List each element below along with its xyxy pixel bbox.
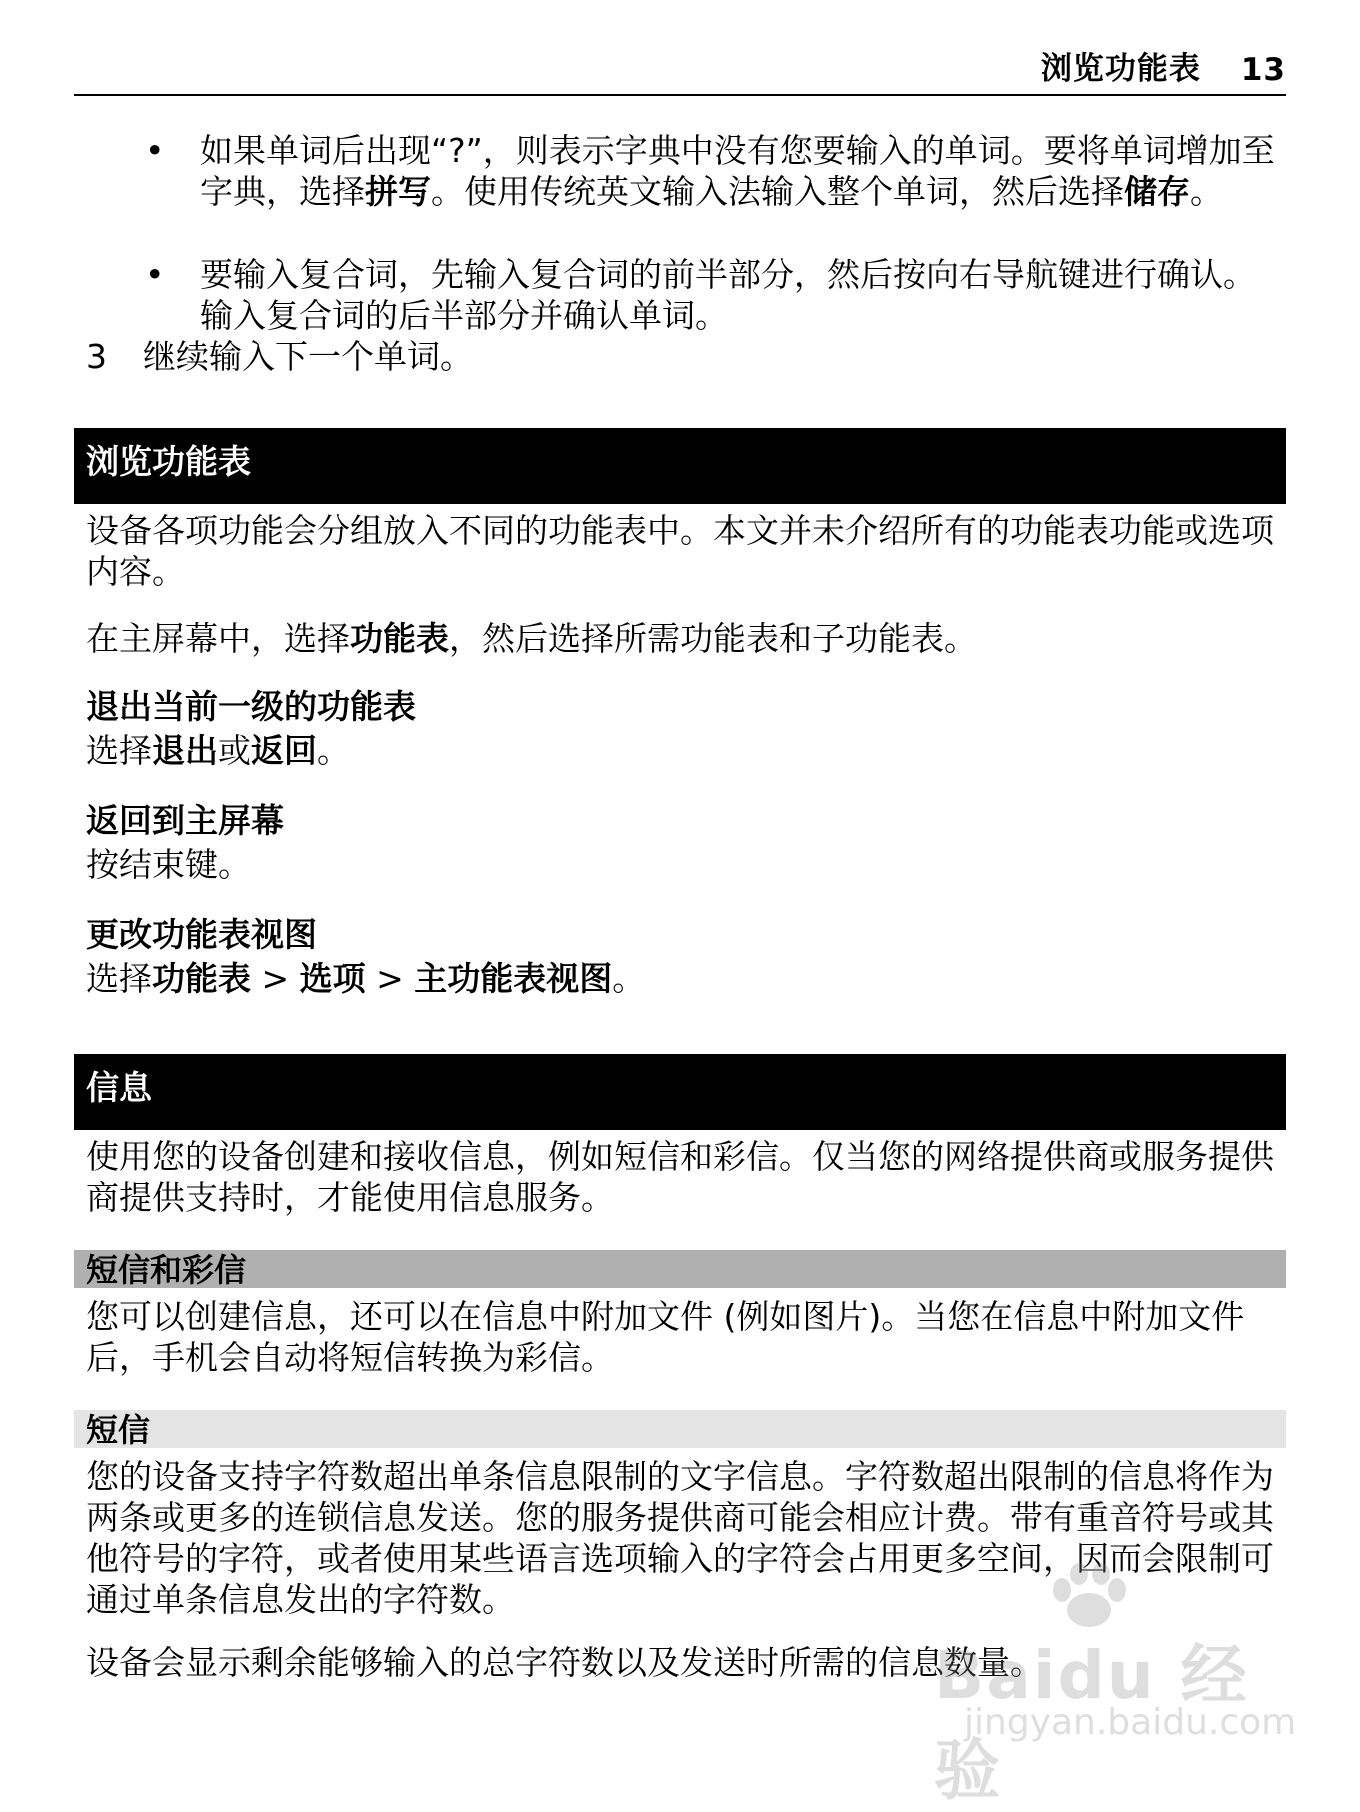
subheading-view: 更改功能表视图 [86, 915, 317, 954]
ui-term: 储存 [1124, 172, 1190, 211]
section-title: 浏览功能表 [86, 442, 251, 481]
subsection-heading-sms: 短信 [74, 1410, 1286, 1448]
ui-term: 选项 [299, 959, 366, 998]
watermark-brand: Baidu 经验 [934, 1637, 1249, 1809]
messages-intro: 使用您的设备创建和接收信息，例如短信和彩信。仅当您的网络提供商或服务提供商提供支持时，才能使用信息服务。 [86, 1137, 1274, 1217]
view-instruction [86, 958, 1286, 999]
text-run: 选择 [86, 731, 152, 770]
ui-term: 主功能表视图 [414, 959, 613, 998]
sms-text: 您的设备支持字符数超出单条信息限制的文字信息。字符数超出限制的信息将作为两条或更多的连锁信息发送。您的服务提供商可能会相应计费。带有重音符号或其他符号的字符，或者使用某些语言选项输入的字符会占用更多空间，因而会限制可通过单条信息发出的字符数。 [86, 1457, 1274, 1619]
text-run: 。 [317, 731, 350, 770]
ui-term: 功能表 [350, 619, 449, 658]
text-run: 选择 [86, 959, 152, 998]
subheading-home: 返回到主屏幕 [86, 801, 284, 840]
sms-mms-text: 您可以创建信息，还可以在信息中附加文件 (例如图片)。当您在信息中附加文件后，手机会自动将短信转换为彩信。 [86, 1297, 1245, 1377]
menu-separator: > [365, 959, 415, 998]
section-title: 信息 [86, 1068, 152, 1107]
text-run: 如果单词后出现“?”，则表示字典中没有您要输入的单词。要将单词增加至字典，选择 [200, 131, 1275, 211]
ui-term: 返回 [251, 731, 317, 770]
running-header [74, 50, 1286, 96]
text-run: 。使用传统英文输入法输入整个单词，然后选择 [431, 172, 1124, 211]
text-run: 或 [218, 731, 251, 770]
bullet-item [145, 254, 1285, 336]
bullet-dot: • [145, 131, 165, 170]
section-heading-messages [74, 1054, 1286, 1130]
step-text: 继续输入下一个单词。 [143, 337, 473, 376]
bullet-dot: • [145, 255, 165, 294]
text-run: 。 [1190, 172, 1223, 211]
bullet-item [145, 130, 1285, 212]
bullet-text: 要输入复合词，先输入复合词的前半部分，然后按向右导航键进行确认。输入复合词的后半部分并确认单词。 [200, 255, 1256, 335]
subheading-exit: 退出当前一级的功能表 [86, 687, 416, 726]
step-item [86, 336, 1286, 377]
section-heading-menu [74, 428, 1286, 504]
bullet-text [200, 130, 1285, 212]
text-run: 在主屏幕中，选择 [86, 619, 350, 658]
page-number: 13 [1240, 52, 1286, 88]
step-number: 3 [86, 337, 107, 376]
subsection-heading-sms-mms: 短信和彩信 [74, 1250, 1286, 1288]
text-run: 。 [612, 959, 646, 998]
sms-count-text: 设备会显示剩余能够输入的总字符数以及发送时所需的信息数量。 [86, 1643, 1043, 1682]
text-run: ，然后选择所需功能表和子功能表。 [449, 619, 977, 658]
menu-home-instruction [86, 618, 1286, 659]
ui-term: 退出 [152, 731, 218, 770]
watermark-url: jingyan.baidu.com [964, 1702, 1297, 1743]
exit-instruction [86, 730, 1286, 771]
ui-term: 拼写 [365, 172, 431, 211]
menu-separator: > [251, 959, 300, 998]
header-title: 浏览功能表 [1040, 51, 1201, 87]
ui-term: 功能表 [152, 959, 251, 998]
menu-intro: 设备各项功能会分组放入不同的功能表中。本文并未介绍所有的功能表功能或选项内容。 [86, 511, 1274, 591]
home-instruction: 按结束键。 [86, 845, 251, 884]
